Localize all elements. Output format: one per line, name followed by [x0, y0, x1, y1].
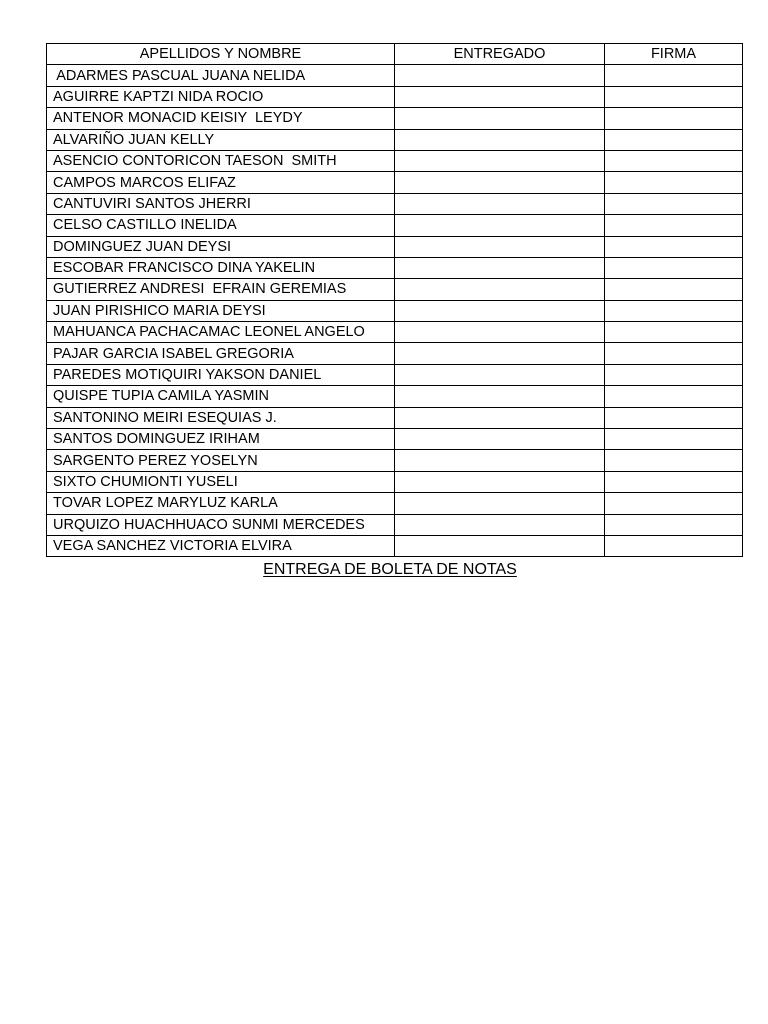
student-name-cell: SANTONINO MEIRI ESEQUIAS J. — [47, 407, 395, 428]
signature-cell[interactable] — [605, 108, 743, 129]
signature-cell[interactable] — [605, 150, 743, 171]
signature-cell[interactable] — [605, 471, 743, 492]
delivered-cell[interactable] — [395, 386, 605, 407]
student-name-cell: PAREDES MOTIQUIRI YAKSON DANIEL — [47, 364, 395, 385]
student-name-cell: ESCOBAR FRANCISCO DINA YAKELIN — [47, 257, 395, 278]
student-name-cell: SARGENTO PEREZ YOSELYN — [47, 450, 395, 471]
student-name-cell: PAJAR GARCIA ISABEL GREGORIA — [47, 343, 395, 364]
delivered-cell[interactable] — [395, 450, 605, 471]
table-row — [47, 343, 743, 364]
student-name-cell: SIXTO CHUMIONTI YUSELI — [47, 471, 395, 492]
student-name-cell: CELSO CASTILLO INELIDA — [47, 215, 395, 236]
table-row — [47, 493, 743, 514]
signature-cell[interactable] — [605, 386, 743, 407]
signature-cell[interactable] — [605, 279, 743, 300]
student-name-cell: DOMINGUEZ JUAN DEYSI — [47, 236, 395, 257]
delivered-cell[interactable] — [395, 535, 605, 556]
signature-cell[interactable] — [605, 514, 743, 535]
header-name: APELLIDOS Y NOMBRE — [47, 44, 395, 65]
table-header-row — [47, 44, 743, 65]
signature-cell[interactable] — [605, 429, 743, 450]
delivery-roster-table — [46, 43, 743, 557]
signature-cell[interactable] — [605, 65, 743, 86]
student-name-cell: ADARMES PASCUAL JUANA NELIDA — [47, 65, 395, 86]
document-sheet — [46, 43, 742, 581]
signature-cell[interactable] — [605, 86, 743, 107]
student-name-cell: GUTIERREZ ANDRESI EFRAIN GEREMIAS — [47, 279, 395, 300]
delivered-cell[interactable] — [395, 322, 605, 343]
signature-cell[interactable] — [605, 129, 743, 150]
table-row — [47, 172, 743, 193]
delivered-cell[interactable] — [395, 279, 605, 300]
table-row — [47, 514, 743, 535]
delivered-cell[interactable] — [395, 471, 605, 492]
student-name-cell: URQUIZO HUACHHUACO SUNMI MERCEDES — [47, 514, 395, 535]
table-row — [47, 257, 743, 278]
signature-cell[interactable] — [605, 236, 743, 257]
delivered-cell[interactable] — [395, 129, 605, 150]
delivered-cell[interactable] — [395, 215, 605, 236]
signature-cell[interactable] — [605, 450, 743, 471]
signature-cell[interactable] — [605, 300, 743, 321]
table-row — [47, 129, 743, 150]
delivered-cell[interactable] — [395, 236, 605, 257]
student-name-cell: TOVAR LOPEZ MARYLUZ KARLA — [47, 493, 395, 514]
table-row — [47, 300, 743, 321]
student-name-cell: ANTENOR MONACID KEISIY LEYDY — [47, 108, 395, 129]
delivered-cell[interactable] — [395, 65, 605, 86]
signature-cell[interactable] — [605, 193, 743, 214]
student-name-cell: MAHUANCA PACHACAMAC LEONEL ANGELO — [47, 322, 395, 343]
table-row — [47, 450, 743, 471]
delivered-cell[interactable] — [395, 343, 605, 364]
header-delivered: ENTREGADO — [395, 44, 605, 65]
table-row — [47, 364, 743, 385]
delivered-cell[interactable] — [395, 193, 605, 214]
signature-cell[interactable] — [605, 257, 743, 278]
delivered-cell[interactable] — [395, 172, 605, 193]
signature-cell[interactable] — [605, 407, 743, 428]
signature-cell[interactable] — [605, 364, 743, 385]
delivered-cell[interactable] — [395, 429, 605, 450]
student-name-cell: CAMPOS MARCOS ELIFAZ — [47, 172, 395, 193]
document-caption — [46, 559, 742, 581]
signature-cell[interactable] — [605, 215, 743, 236]
table-row — [47, 65, 743, 86]
delivered-cell[interactable] — [395, 407, 605, 428]
caption-text: ENTREGA DE BOLETA DE NOTAS — [263, 561, 517, 579]
table-row — [47, 279, 743, 300]
table-row — [47, 535, 743, 556]
student-name-cell: AGUIRRE KAPTZI NIDA ROCIO — [47, 86, 395, 107]
table-row — [47, 471, 743, 492]
delivered-cell[interactable] — [395, 257, 605, 278]
signature-cell[interactable] — [605, 322, 743, 343]
student-name-cell: VEGA SANCHEZ VICTORIA ELVIRA — [47, 535, 395, 556]
student-name-cell: JUAN PIRISHICO MARIA DEYSI — [47, 300, 395, 321]
table-row — [47, 407, 743, 428]
table-row — [47, 108, 743, 129]
student-name-cell: QUISPE TUPIA CAMILA YASMIN — [47, 386, 395, 407]
delivered-cell[interactable] — [395, 300, 605, 321]
table-row — [47, 150, 743, 171]
student-name-cell: ASENCIO CONTORICON TAESON SMITH — [47, 150, 395, 171]
delivered-cell[interactable] — [395, 514, 605, 535]
delivered-cell[interactable] — [395, 150, 605, 171]
delivered-cell[interactable] — [395, 493, 605, 514]
student-name-cell: SANTOS DOMINGUEZ IRIHAM — [47, 429, 395, 450]
table-row — [47, 386, 743, 407]
table-row — [47, 193, 743, 214]
table-row — [47, 215, 743, 236]
delivered-cell[interactable] — [395, 364, 605, 385]
student-name-cell: ALVARIÑO JUAN KELLY — [47, 129, 395, 150]
table-row — [47, 429, 743, 450]
header-signature: FIRMA — [605, 44, 743, 65]
signature-cell[interactable] — [605, 535, 743, 556]
signature-cell[interactable] — [605, 343, 743, 364]
delivered-cell[interactable] — [395, 108, 605, 129]
signature-cell[interactable] — [605, 493, 743, 514]
signature-cell[interactable] — [605, 172, 743, 193]
table-body — [47, 65, 743, 557]
table-row — [47, 236, 743, 257]
table-row — [47, 86, 743, 107]
delivered-cell[interactable] — [395, 86, 605, 107]
student-name-cell: CANTUVIRI SANTOS JHERRI — [47, 193, 395, 214]
table-row — [47, 322, 743, 343]
